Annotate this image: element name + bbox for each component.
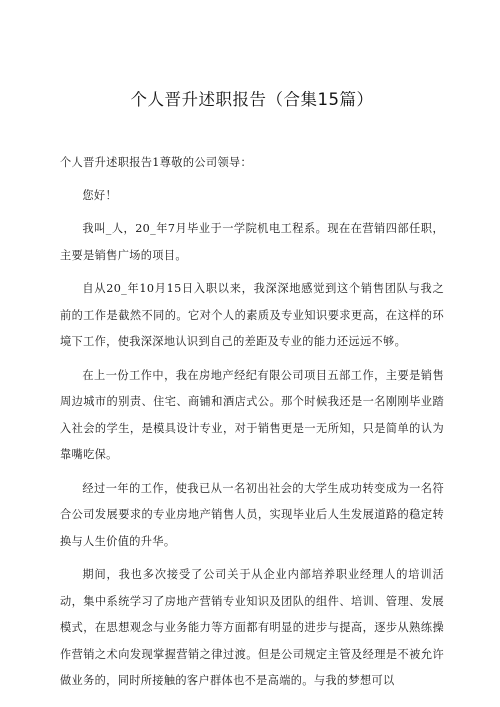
paragraph-introduction: 我叫_人，20_年7月毕业于一学院机电工程系。现在在营销四部任职，主要是销售广场的项目。 bbox=[60, 222, 444, 262]
paragraph-previous-job: 在上一份工作中，我在房地产经纪有限公司项目五部工作，主要是销售周边城市的别责、住宅、商铺和酒店式公。那个时候我还是一名刚刚毕业踏入社会的学生，是模具设计专业，对于销售更是一无所知，只是简单的认为靠嘴吃保。 bbox=[60, 368, 444, 461]
paragraph-since-joining: 自从20_年10月15日入职以来，我深深地感觉到这个销售团队与我之前的工作是截然不同的。它对个人的素质及专业知识要求更高，在这样的环境下工作，使我深深地认识到自己的差距及专业的能力还远远不够。 bbox=[60, 282, 444, 348]
document-title: 个人晋升述职报告（合集15篇） bbox=[130, 90, 374, 109]
paragraph-one-year: 经过一年的工作，使我已从一名初出社会的大学生成功转变成为一名符合公司发展要求的专业房地产销售人员，实现毕业后人生发展道路的稳定转换与人生价值的升华。 bbox=[60, 481, 444, 548]
paragraph-greeting: 您好！ bbox=[82, 188, 118, 202]
paragraph-salutation: 个人晋升述职报告1尊敬的公司领导： bbox=[60, 156, 253, 169]
paragraph-training: 期间，我也多次接受了公司关于从企业内部培养职业经理人的培训活动，集中系统学习了房地产营销专业知识及团队的组件、培训、管理、发展模式，在思想观念与业务能力等方面都有明显的进步与提高，逐步从熟练操作营销之术向发现掌握营销之律过渡。但是公司规定主管及经理是不被允许做业务的，同时所接触的客户群体也不是高端的。与我的梦想可以 bbox=[60, 568, 444, 687]
document-body bbox=[60, 150, 444, 695]
